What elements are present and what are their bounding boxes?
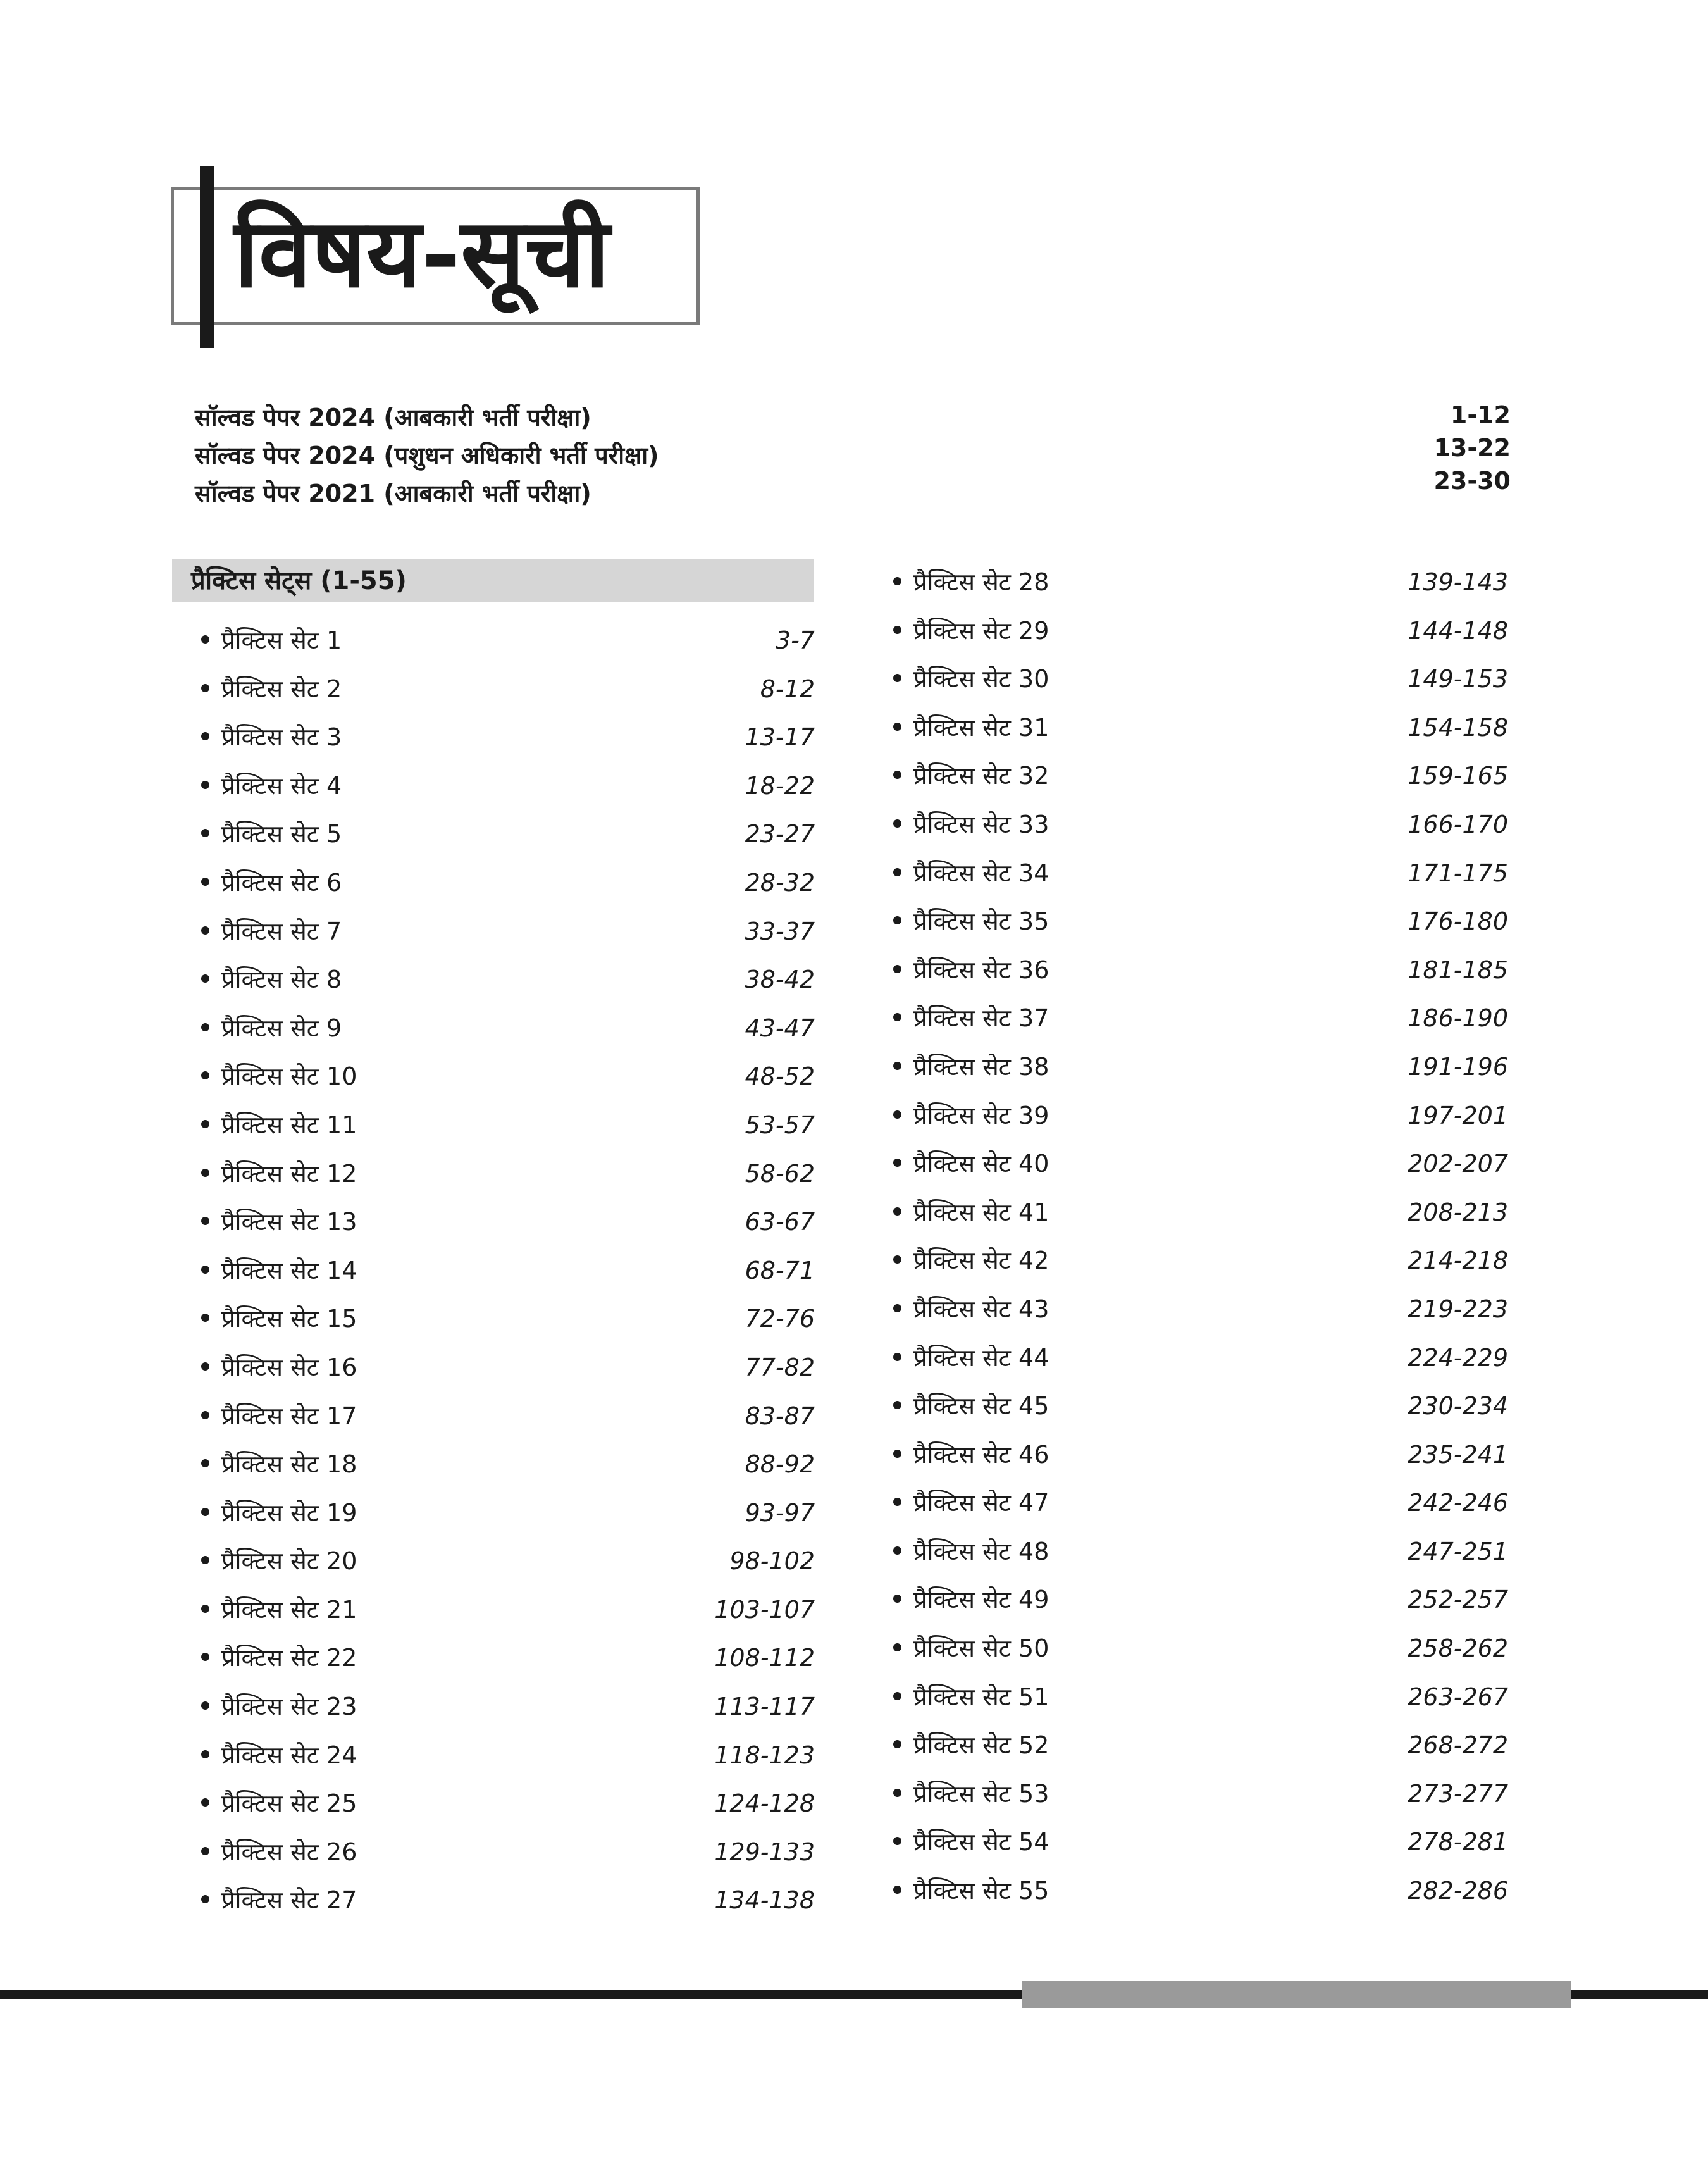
bullet-icon [893, 916, 901, 924]
bullet-icon [201, 1750, 209, 1758]
practice-set-entry[interactable] [887, 849, 1508, 898]
bullet-icon [201, 1605, 209, 1613]
practice-set-pages: 268-272 [1408, 1731, 1508, 1760]
practice-set-entry[interactable] [195, 955, 815, 1004]
bullet-icon [893, 1304, 901, 1312]
practice-set-label: प्रैक्टिस सेट 19 [221, 1498, 357, 1527]
practice-set-label: प्रैक्टिस सेट 31 [913, 713, 1049, 742]
practice-set-entry[interactable] [887, 1188, 1508, 1237]
bullet-icon [201, 1217, 209, 1225]
practice-set-label: प्रैक्टिस सेट 24 [221, 1741, 357, 1769]
practice-set-entry[interactable] [887, 1770, 1508, 1819]
practice-set-pages: 149-153 [1408, 665, 1508, 693]
practice-sets-left-column [195, 616, 815, 1925]
practice-set-pages: 118-123 [714, 1741, 815, 1769]
practice-set-entry[interactable] [195, 859, 815, 907]
practice-set-entry[interactable] [195, 665, 815, 714]
practice-set-label: प्रैक्टिस सेट 5 [221, 820, 342, 849]
practice-set-entry[interactable] [195, 713, 815, 762]
practice-set-label: प्रैक्टिस सेट 53 [913, 1779, 1049, 1808]
practice-set-pages: 113-117 [714, 1693, 815, 1721]
bullet-icon [201, 635, 209, 644]
solved-paper-pages: 13-22 [1433, 434, 1511, 462]
bullet-icon [893, 1159, 901, 1167]
practice-set-pages: 38-42 [745, 966, 815, 994]
practice-set-entry[interactable] [195, 1343, 815, 1392]
practice-set-pages: 134-138 [714, 1886, 815, 1915]
bullet-icon [893, 1013, 901, 1021]
practice-set-label: प्रैक्टिस सेट 16 [221, 1353, 357, 1381]
practice-set-entry[interactable] [887, 897, 1508, 946]
footer-accent-bar [1022, 1981, 1571, 2008]
bullet-icon [893, 577, 901, 585]
practice-set-entry[interactable] [887, 1334, 1508, 1383]
practice-set-pages: 8-12 [760, 675, 815, 703]
practice-set-pages: 144-148 [1408, 616, 1508, 645]
practice-set-pages: 77-82 [745, 1353, 815, 1381]
practice-set-entry[interactable] [195, 1586, 815, 1634]
bullet-icon [893, 1110, 901, 1119]
practice-set-label: प्रैक्टिस सेट 14 [221, 1256, 357, 1284]
practice-set-label: प्रैक्टिस सेट 8 [221, 966, 342, 994]
practice-set-pages: 208-213 [1408, 1198, 1508, 1226]
practice-set-label: प्रैक्टिस सेट 18 [221, 1450, 357, 1479]
practice-set-pages: 176-180 [1408, 907, 1508, 936]
solved-paper-entry[interactable] [195, 467, 1511, 513]
practice-set-entry[interactable] [887, 1382, 1508, 1431]
bullet-icon [201, 732, 209, 740]
bullet-icon [893, 1207, 901, 1216]
practice-set-label: प्रैक्टिस सेट 40 [913, 1150, 1049, 1178]
bullet-icon [201, 829, 209, 837]
bullet-icon [893, 1353, 901, 1361]
bullet-icon [201, 926, 209, 935]
practice-set-pages: 103-107 [714, 1595, 815, 1624]
bullet-icon [893, 1886, 901, 1894]
practice-set-label: प्रैक्टिस सेट 6 [221, 868, 342, 897]
solved-paper-pages: 23-30 [1433, 467, 1511, 495]
practice-set-label: प्रैक्टिस सेट 46 [913, 1440, 1049, 1469]
bullet-icon [201, 974, 209, 983]
practice-set-label: प्रैक्टिस सेट 20 [221, 1547, 357, 1576]
practice-set-pages: 159-165 [1408, 762, 1508, 790]
practice-set-label: प्रैक्टिस सेट 39 [913, 1101, 1049, 1129]
practice-set-label: प्रैक्टिस सेट 50 [913, 1634, 1049, 1663]
practice-set-label: प्रैक्टिस सेट 38 [913, 1052, 1049, 1081]
practice-set-label: प्रैक्टिस सेट 48 [913, 1537, 1049, 1565]
practice-set-pages: 197-201 [1408, 1101, 1508, 1129]
bullet-icon [201, 1169, 209, 1177]
practice-set-pages: 33-37 [745, 917, 815, 945]
practice-set-entry[interactable] [887, 558, 1508, 607]
practice-set-pages: 93-97 [745, 1498, 815, 1527]
practice-set-label: प्रैक्टिस सेट 37 [913, 1004, 1049, 1033]
bullet-icon [201, 1411, 209, 1419]
bullet-icon [201, 1653, 209, 1661]
practice-set-pages: 191-196 [1408, 1052, 1508, 1081]
practice-set-pages: 88-92 [745, 1450, 815, 1479]
practice-set-pages: 214-218 [1408, 1247, 1508, 1275]
practice-set-pages: 23-27 [745, 820, 815, 849]
practice-set-pages: 63-67 [745, 1208, 815, 1236]
practice-set-label: प्रैक्टिस सेट 11 [221, 1110, 357, 1139]
practice-set-entry[interactable] [887, 1431, 1508, 1479]
practice-set-entry[interactable] [887, 704, 1508, 752]
practice-set-pages: 83-87 [745, 1402, 815, 1430]
practice-set-entry[interactable] [887, 1043, 1508, 1092]
practice-set-entry[interactable] [887, 800, 1508, 849]
title-accent-bar [200, 166, 214, 348]
practice-set-entry[interactable] [887, 607, 1508, 656]
practice-set-entry[interactable] [195, 1489, 815, 1538]
practice-set-label: प्रैक्टिस सेट 45 [913, 1392, 1049, 1421]
bullet-icon [201, 1314, 209, 1322]
practice-set-entry[interactable] [195, 1779, 815, 1828]
practice-set-pages: 124-128 [714, 1789, 815, 1818]
practice-set-label: प्रैक्टिस सेट 27 [221, 1886, 357, 1915]
bullet-icon [893, 1401, 901, 1409]
practice-set-entry[interactable] [195, 1150, 815, 1198]
practice-set-entry[interactable] [195, 1537, 815, 1586]
bullet-icon [201, 1798, 209, 1807]
bullet-icon [201, 1362, 209, 1371]
practice-set-label: प्रैक्टिस सेट 36 [913, 955, 1049, 984]
practice-set-entry[interactable] [195, 1731, 815, 1780]
bullet-icon [893, 1789, 901, 1797]
practice-set-entry[interactable] [195, 907, 815, 956]
bullet-icon [893, 674, 901, 682]
practice-set-label: प्रैक्टिस सेट 41 [913, 1198, 1049, 1226]
practice-set-entry[interactable] [195, 1828, 815, 1877]
bullet-icon [893, 1643, 901, 1651]
practice-set-label: प्रैक्टिस सेट 23 [221, 1693, 357, 1721]
practice-set-label: प्रैक्टिस सेट 51 [913, 1682, 1049, 1711]
practice-set-label: प्रैक्टिस सेट 43 [913, 1295, 1049, 1323]
practice-set-entry[interactable] [887, 752, 1508, 800]
practice-sets-right-column [887, 558, 1508, 1915]
practice-set-pages: 263-267 [1408, 1682, 1508, 1711]
practice-set-label: प्रैक्टिस सेट 10 [221, 1062, 357, 1091]
practice-set-pages: 43-47 [745, 1014, 815, 1042]
bullet-icon [893, 1546, 901, 1555]
practice-set-pages: 98-102 [729, 1547, 815, 1576]
practice-set-pages: 68-71 [745, 1256, 815, 1284]
practice-set-entry[interactable] [887, 1867, 1508, 1915]
practice-set-entry[interactable] [887, 1673, 1508, 1722]
practice-set-label: प्रैक्टिस सेट 49 [913, 1586, 1049, 1614]
bullet-icon [201, 1023, 209, 1031]
bullet-icon [893, 1837, 901, 1845]
practice-set-entry[interactable] [195, 1101, 815, 1150]
bullet-icon [201, 1556, 209, 1564]
practice-set-label: प्रैक्टिस सेट 47 [913, 1489, 1049, 1517]
bullet-icon [201, 1701, 209, 1710]
practice-set-pages: 58-62 [745, 1159, 815, 1188]
bullet-icon [201, 1508, 209, 1516]
practice-set-entry[interactable] [887, 1140, 1508, 1188]
practice-set-entry[interactable] [195, 1876, 815, 1925]
practice-set-label: प्रैक्टिस सेट 17 [221, 1402, 357, 1430]
practice-set-entry[interactable] [887, 1479, 1508, 1527]
practice-set-entry[interactable] [887, 946, 1508, 995]
practice-set-label: प्रैक्टिस सेट 13 [221, 1208, 357, 1236]
practice-set-pages: 129-133 [714, 1838, 815, 1866]
solved-paper-label: सॉल्वड पेपर 2024 (आबकारी भर्ती परीक्षा) [195, 404, 591, 432]
bullet-icon [201, 878, 209, 886]
practice-set-pages: 48-52 [745, 1062, 815, 1091]
practice-set-entry[interactable] [887, 1624, 1508, 1673]
practice-set-label: प्रैक्टिस सेट 44 [913, 1343, 1049, 1372]
practice-set-entry[interactable] [195, 1634, 815, 1682]
bullet-icon [201, 1071, 209, 1079]
practice-set-pages: 181-185 [1408, 955, 1508, 984]
practice-set-entry[interactable] [887, 994, 1508, 1043]
practice-set-entry[interactable] [195, 1440, 815, 1489]
practice-set-label: प्रैक्टिस सेट 2 [221, 675, 342, 703]
bullet-icon [893, 1595, 901, 1603]
practice-set-pages: 28-32 [745, 868, 815, 897]
practice-sets-header [172, 559, 814, 602]
practice-set-entry[interactable] [195, 1295, 815, 1343]
bullet-icon [201, 1120, 209, 1128]
practice-set-entry[interactable] [195, 1198, 815, 1247]
practice-set-pages: 282-286 [1408, 1877, 1508, 1905]
bullet-icon [893, 965, 901, 973]
practice-set-label: प्रैक्टिस सेट 33 [913, 810, 1049, 838]
solved-paper-entry[interactable] [195, 434, 1511, 475]
practice-set-pages: 53-57 [745, 1110, 815, 1139]
practice-set-label: प्रैक्टिस सेट 4 [221, 771, 342, 800]
practice-set-label: प्रैक्टिस सेट 15 [221, 1305, 357, 1333]
practice-set-label: प्रैक्टिस सेट 22 [221, 1644, 357, 1672]
practice-set-pages: 273-277 [1408, 1779, 1508, 1808]
practice-set-label: प्रैक्टिस सेट 34 [913, 859, 1049, 887]
practice-set-pages: 224-229 [1408, 1343, 1508, 1372]
practice-set-entry[interactable] [887, 1721, 1508, 1770]
practice-set-entry[interactable] [195, 1392, 815, 1441]
bullet-icon [893, 1450, 901, 1458]
practice-set-pages: 154-158 [1408, 713, 1508, 742]
practice-set-pages: 252-257 [1408, 1586, 1508, 1614]
practice-set-pages: 139-143 [1408, 568, 1508, 596]
practice-set-label: प्रैक्टिस सेट 26 [221, 1838, 357, 1866]
solved-paper-pages: 1-12 [1450, 401, 1511, 429]
practice-set-entry[interactable] [195, 762, 815, 811]
practice-set-pages: 186-190 [1408, 1004, 1508, 1033]
bullet-icon [893, 771, 901, 779]
bullet-icon [893, 626, 901, 634]
bullet-icon [893, 1740, 901, 1748]
practice-set-pages: 278-281 [1408, 1828, 1508, 1856]
practice-set-pages: 3-7 [775, 626, 815, 654]
bullet-icon [893, 819, 901, 828]
practice-set-label: प्रैक्टिस सेट 25 [221, 1789, 357, 1818]
bullet-icon [201, 684, 209, 692]
bullet-icon [893, 1692, 901, 1700]
bullet-icon [893, 1255, 901, 1264]
practice-set-label: प्रैक्टिस सेट 12 [221, 1159, 357, 1188]
practice-set-entry[interactable] [195, 1247, 815, 1295]
practice-set-entry[interactable] [887, 1576, 1508, 1624]
practice-set-label: प्रैक्टिस सेट 35 [913, 907, 1049, 936]
bullet-icon [893, 1498, 901, 1506]
practice-set-pages: 108-112 [714, 1644, 815, 1672]
practice-set-pages: 18-22 [745, 771, 815, 800]
practice-set-label: प्रैक्टिस सेट 7 [221, 917, 342, 945]
practice-set-label: प्रैक्टिस सेट 9 [221, 1014, 342, 1042]
practice-set-pages: 258-262 [1408, 1634, 1508, 1663]
practice-set-pages: 13-17 [745, 723, 815, 752]
practice-set-pages: 166-170 [1408, 810, 1508, 838]
practice-set-pages: 219-223 [1408, 1295, 1508, 1323]
practice-set-label: प्रैक्टिस सेट 30 [913, 665, 1049, 693]
practice-set-label: प्रैक्टिस सेट 28 [913, 568, 1049, 596]
practice-set-pages: 242-246 [1408, 1489, 1508, 1517]
bullet-icon [893, 868, 901, 876]
practice-set-pages: 247-251 [1408, 1537, 1508, 1565]
bullet-icon [893, 723, 901, 731]
practice-set-entry[interactable] [887, 1236, 1508, 1285]
practice-set-label: प्रैक्टिस सेट 54 [913, 1828, 1049, 1856]
practice-set-label: प्रैक्टिस सेट 42 [913, 1247, 1049, 1275]
practice-sets-heading: प्रैक्टिस सेट्स (1-55) [191, 566, 407, 595]
practice-set-entry[interactable] [195, 1052, 815, 1101]
solved-paper-label: सॉल्वड पेपर 2024 (पशुधन अधिकारी भर्ती परीक्षा) [195, 442, 659, 470]
practice-set-label: प्रैक्टिस सेट 29 [913, 616, 1049, 645]
practice-set-label: प्रैक्टिस सेट 21 [221, 1595, 357, 1624]
practice-set-label: प्रैक्टिस सेट 55 [913, 1877, 1049, 1905]
solved-papers-list [195, 399, 1511, 513]
practice-set-entry[interactable] [195, 1004, 815, 1053]
practice-set-entry[interactable] [887, 1092, 1508, 1140]
solved-paper-entry[interactable] [195, 399, 1511, 437]
practice-set-pages: 235-241 [1408, 1440, 1508, 1469]
practice-set-entry[interactable] [195, 1682, 815, 1731]
solved-paper-label: सॉल्वड पेपर 2021 (आबकारी भर्ती परीक्षा) [195, 480, 591, 507]
practice-set-entry[interactable] [887, 655, 1508, 704]
bullet-icon [201, 1895, 209, 1903]
practice-set-entry[interactable] [887, 1527, 1508, 1576]
practice-set-entry[interactable] [887, 1285, 1508, 1334]
practice-set-pages: 230-234 [1408, 1392, 1508, 1421]
practice-set-entry[interactable] [195, 810, 815, 859]
practice-set-label: प्रैक्टिस सेट 52 [913, 1731, 1049, 1760]
practice-set-label: प्रैक्टिस सेट 3 [221, 723, 342, 752]
practice-set-pages: 202-207 [1408, 1150, 1508, 1178]
practice-set-entry[interactable] [887, 1818, 1508, 1867]
practice-set-label: प्रैक्टिस सेट 1 [221, 626, 342, 654]
practice-set-pages: 171-175 [1408, 859, 1508, 887]
bullet-icon [201, 1266, 209, 1274]
bullet-icon [201, 1847, 209, 1855]
bullet-icon [893, 1062, 901, 1070]
practice-set-entry[interactable] [195, 616, 815, 665]
bullet-icon [201, 1459, 209, 1467]
practice-set-label: प्रैक्टिस सेट 32 [913, 762, 1049, 790]
practice-set-pages: 72-76 [745, 1305, 815, 1333]
page-title: विषय-सूची [234, 197, 610, 309]
bullet-icon [201, 781, 209, 789]
